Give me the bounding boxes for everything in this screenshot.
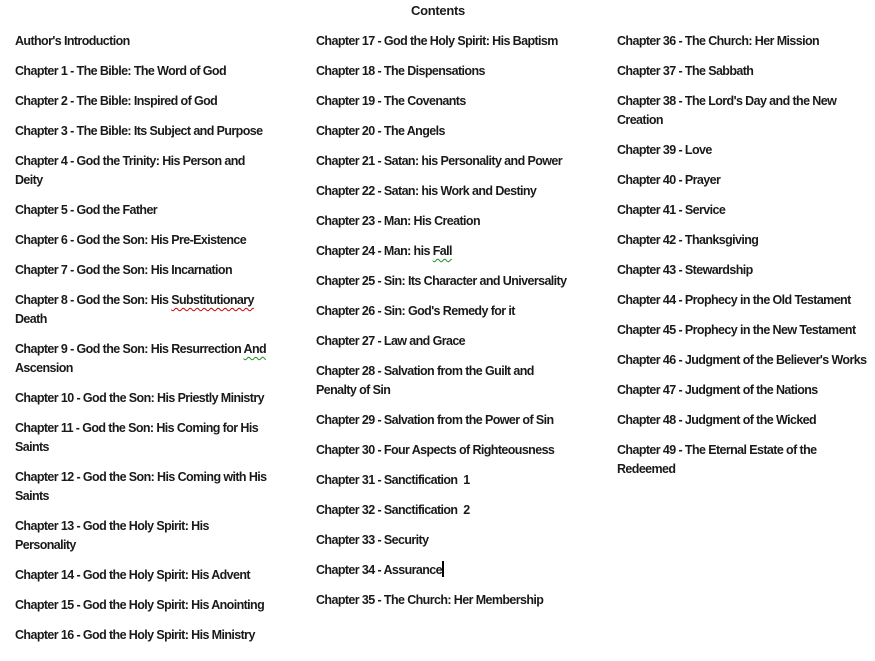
toc-entry-line [316, 212, 616, 231]
toc-column-right [617, 32, 875, 490]
toc-entry-line [15, 536, 315, 555]
toc-entry[interactable] [617, 381, 875, 400]
toc-text: Chapter 19 - The Covenants [316, 94, 466, 108]
toc-entry[interactable] [316, 62, 616, 81]
toc-text: Chapter 25 - Sin: Its Character and Universality [316, 274, 567, 288]
toc-entry[interactable] [316, 531, 616, 550]
toc-entry[interactable] [15, 152, 315, 190]
toc-text: Death [15, 312, 47, 326]
toc-entry[interactable] [15, 231, 315, 250]
toc-entry-line [15, 92, 315, 111]
toc-entry[interactable] [617, 231, 875, 250]
toc-entry[interactable] [15, 122, 315, 141]
toc-entry-line [316, 411, 616, 430]
toc-text: Chapter 1 - The Bible: The Word of God [15, 64, 226, 78]
toc-text: Chapter 21 - Satan: his Personality and Power [316, 154, 562, 168]
toc-text: Chapter 28 - Salvation from the Guilt and [316, 364, 534, 378]
toc-entry-line [617, 411, 875, 430]
toc-text: Chapter 20 - The Angels [316, 124, 445, 138]
toc-entry-line [617, 321, 875, 340]
toc-text: Chapter 7 - God the Son: His Incarnation [15, 263, 232, 277]
toc-text: Chapter 30 - Four Aspects of Righteousness [316, 443, 555, 457]
toc-text: Chapter 13 - God the Holy Spirit: His [15, 519, 209, 533]
toc-entry-line [15, 419, 315, 438]
toc-entry[interactable] [617, 92, 875, 130]
toc-entry[interactable] [15, 468, 315, 506]
toc-text: Deity [15, 173, 43, 187]
toc-entry-line [15, 62, 315, 81]
toc-entry-line [15, 310, 315, 329]
toc-text: Chapter 34 - Assurance [316, 563, 442, 577]
toc-text: Chapter 40 - Prayer [617, 173, 721, 187]
toc-text: Author's Introduction [15, 34, 130, 48]
toc-entry-line [15, 291, 315, 310]
toc-text: Saints [15, 440, 49, 454]
toc-text: Redeemed [617, 462, 676, 476]
toc-entry-line [15, 122, 315, 141]
toc-entry-line [15, 626, 315, 645]
toc-text: Chapter 6 - God the Son: His Pre-Existence [15, 233, 247, 247]
toc-text: Chapter 3 - The Bible: Its Subject and Purpose [15, 124, 263, 138]
toc-text: Chapter 10 - God the Son: His Priestly Ministry [15, 391, 264, 405]
toc-entry-line [617, 351, 875, 370]
toc-entry[interactable] [617, 171, 875, 190]
toc-entry[interactable] [617, 62, 875, 81]
toc-entry-line [316, 381, 616, 400]
toc-entry-line [15, 566, 315, 585]
toc-entry-line [316, 152, 616, 171]
toc-text: Chapter 29 - Salvation from the Power of Sin [316, 413, 554, 427]
toc-entry[interactable] [617, 291, 875, 310]
toc-entry[interactable] [316, 441, 616, 460]
toc-entry-line [316, 561, 616, 580]
toc-entry[interactable] [15, 517, 315, 555]
toc-text: Personality [15, 538, 76, 552]
toc-entry-line [316, 272, 616, 291]
toc-text: Chapter 35 - The Church: Her Membership [316, 593, 544, 607]
document-title[interactable]: Contents [411, 3, 465, 18]
toc-text: Chapter 45 - Prophecy in the New Testament [617, 323, 856, 337]
toc-entry[interactable] [617, 351, 875, 370]
grammar-flagged-word: Fall [432, 244, 452, 258]
toc-entry[interactable] [15, 596, 315, 615]
toc-entry-line [316, 531, 616, 550]
toc-text: Chapter 17 - God the Holy Spirit: His Baptism [316, 34, 558, 48]
toc-text: Chapter 44 - Prophecy in the Old Testament [617, 293, 851, 307]
toc-entry-line [15, 468, 315, 487]
toc-text: Chapter 22 - Satan: his Work and Destiny [316, 184, 537, 198]
toc-entry[interactable] [617, 201, 875, 220]
toc-entry-line [617, 381, 875, 400]
toc-text: Chapter 26 - Sin: God's Remedy for it [316, 304, 515, 318]
toc-text: Chapter 11 - God the Son: His Coming for His [15, 421, 259, 435]
toc-entry[interactable] [316, 561, 616, 580]
toc-entry-line [15, 32, 315, 51]
grammar-flagged-word: And [243, 342, 267, 356]
toc-entry-line [15, 201, 315, 220]
toc-entry-line [316, 122, 616, 141]
toc-entry-line [15, 359, 315, 378]
toc-entry-line [316, 332, 616, 351]
toc-text: Chapter 18 - The Dispensations [316, 64, 485, 78]
toc-text: Chapter 23 - Man: His Creation [316, 214, 480, 228]
toc-entry[interactable] [617, 261, 875, 280]
toc-entry-line [617, 291, 875, 310]
toc-text: Chapter 2 - The Bible: Inspired of God [15, 94, 218, 108]
toc-entry[interactable] [15, 32, 315, 51]
toc-text: Chapter 32 - Sanctification 2 [316, 503, 470, 517]
toc-entry-line [316, 182, 616, 201]
toc-text: Chapter 43 - Stewardship [617, 263, 753, 277]
toc-entry[interactable] [617, 411, 875, 430]
toc-entry-line [617, 92, 875, 111]
toc-entry[interactable] [15, 62, 315, 81]
toc-entry-line [617, 111, 875, 130]
toc-text: Chapter 5 - God the Father [15, 203, 158, 217]
toc-entry-line [617, 201, 875, 220]
toc-entry[interactable] [15, 626, 315, 645]
toc-entry[interactable] [316, 212, 616, 231]
toc-entry[interactable] [15, 291, 315, 329]
toc-column-left [15, 32, 315, 656]
toc-entry-line [316, 302, 616, 321]
toc-entry-line [316, 242, 616, 261]
toc-entry[interactable] [316, 501, 616, 520]
text-cursor [442, 561, 444, 577]
toc-entry[interactable] [316, 32, 616, 51]
toc-text: Chapter 9 - God the Son: His Resurrection [15, 342, 244, 356]
toc-text: Chapter 12 - God the Son: His Coming with His [15, 470, 267, 484]
toc-entry[interactable] [316, 122, 616, 141]
toc-entry-line [617, 231, 875, 250]
toc-text: Chapter 14 - God the Holy Spirit: His Advent [15, 568, 250, 582]
toc-text: Chapter 31 - Sanctification 1 [316, 473, 470, 487]
toc-entry-line [15, 340, 315, 359]
toc-entry[interactable] [316, 302, 616, 321]
toc-entry[interactable] [316, 362, 616, 400]
toc-entry[interactable] [617, 32, 875, 51]
toc-entry[interactable] [15, 340, 315, 378]
toc-entry[interactable] [15, 566, 315, 585]
toc-entry-line [617, 171, 875, 190]
toc-entry-line [617, 32, 875, 51]
toc-entry-line [316, 62, 616, 81]
toc-entry[interactable] [316, 332, 616, 351]
toc-entry-line [316, 32, 616, 51]
toc-entry-line [15, 261, 315, 280]
toc-text: Chapter 33 - Security [316, 533, 429, 547]
toc-entry[interactable] [15, 419, 315, 457]
toc-text: Chapter 41 - Service [617, 203, 726, 217]
toc-text: Chapter 49 - The Eternal Estate of the [617, 443, 817, 457]
toc-entry-line [316, 471, 616, 490]
toc-entry-line [316, 441, 616, 460]
toc-entry[interactable] [316, 242, 616, 261]
toc-entry-line [316, 362, 616, 381]
toc-text: Saints [15, 489, 49, 503]
toc-entry[interactable] [316, 92, 616, 111]
toc-entry[interactable] [15, 92, 315, 111]
toc-entry[interactable] [316, 471, 616, 490]
toc-entry[interactable] [15, 389, 315, 408]
toc-entry[interactable] [316, 411, 616, 430]
toc-text: Chapter 15 - God the Holy Spirit: His Anointing [15, 598, 265, 612]
toc-text: Creation [617, 113, 663, 127]
toc-text: Chapter 8 - God the Son: His [15, 293, 172, 307]
toc-entry-line [617, 441, 875, 460]
toc-entry-line [15, 389, 315, 408]
toc-text: Chapter 39 - Love [617, 143, 712, 157]
toc-entry-line [617, 460, 875, 479]
toc-entry-line [15, 152, 315, 171]
toc-text: Chapter 24 - Man: his [316, 244, 433, 258]
toc-text: Chapter 27 - Law and Grace [316, 334, 466, 348]
toc-entry[interactable] [617, 441, 875, 479]
toc-entry[interactable] [316, 182, 616, 201]
toc-text: Chapter 4 - God the Trinity: His Person and [15, 154, 245, 168]
toc-entry[interactable] [617, 321, 875, 340]
toc-entry-line [15, 231, 315, 250]
toc-entry[interactable] [15, 201, 315, 220]
toc-entry-line [316, 92, 616, 111]
toc-entry-line [617, 141, 875, 160]
toc-text: Chapter 37 - The Sabbath [617, 64, 754, 78]
toc-text: Penalty of Sin [316, 383, 391, 397]
toc-entry-line [15, 517, 315, 536]
toc-column-middle [316, 32, 616, 621]
toc-text: Chapter 47 - Judgment of the Nations [617, 383, 818, 397]
toc-entry-line [316, 591, 616, 610]
toc-entry[interactable] [316, 152, 616, 171]
toc-entry-line [15, 438, 315, 457]
toc-text: Chapter 46 - Judgment of the Believer's Works [617, 353, 867, 367]
toc-text: Chapter 36 - The Church: Her Mission [617, 34, 820, 48]
toc-text: Chapter 48 - Judgment of the Wicked [617, 413, 817, 427]
toc-entry[interactable] [316, 591, 616, 610]
toc-text: Chapter 16 - God the Holy Spirit: His Ministry [15, 628, 255, 642]
toc-entry-line [617, 261, 875, 280]
toc-entry[interactable] [316, 272, 616, 291]
toc-entry[interactable] [15, 261, 315, 280]
toc-text: Chapter 42 - Thanksgiving [617, 233, 759, 247]
toc-text: Ascension [15, 361, 73, 375]
toc-entry-line [617, 62, 875, 81]
toc-entry-line [15, 171, 315, 190]
toc-text: Chapter 38 - The Lord's Day and the New [617, 94, 837, 108]
toc-entry-line [15, 596, 315, 615]
toc-entry-line [15, 487, 315, 506]
misspelled-word: Substitutionary [171, 293, 254, 307]
toc-entry[interactable] [617, 141, 875, 160]
toc-entry-line [316, 501, 616, 520]
